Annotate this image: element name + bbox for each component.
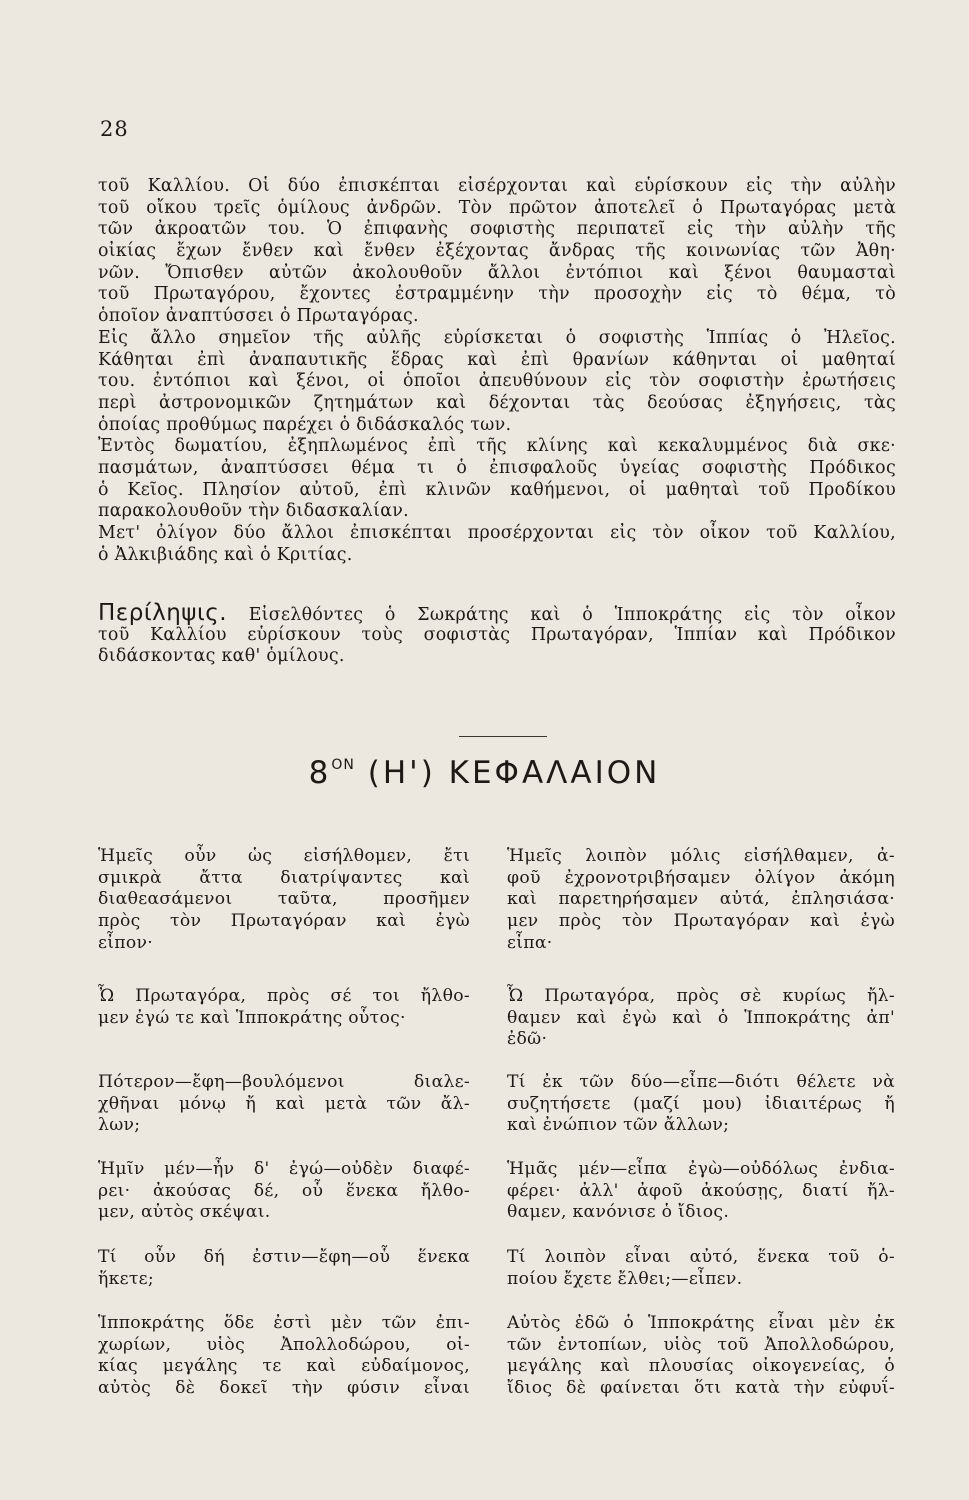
text-line: ρει· ἀκούσας δέ, οὗ ἕνεκα ἤλθο-: [98, 1180, 470, 1201]
text-line: Ἐντὸς δωματίου, ἐξηπλωμένος ἐπὶ τῆς κλίνης καὶ κεκαλυμμένος διὰ σκε·: [98, 436, 896, 457]
text-line: Ὦ Πρωταγόρα, πρὸς σὲ κυρίως ἤλ-: [507, 986, 895, 1006]
translation-paragraph: [507, 1159, 895, 1224]
page-number: 28: [100, 117, 129, 141]
text-line: Τί λοιπὸν εἶναι αὐτό, ἕνεκα τοῦ ὁ-: [507, 1247, 895, 1267]
text-line: πρὸς τὸν Πρωταγόραν καὶ ἐγὼ: [98, 911, 470, 932]
text-line: Ἡμεῖς λοιπὸν μόλις εἰσήλθαμεν, ἀ-: [507, 846, 895, 866]
text-line: μεγάλης καὶ πλουσίας οἰκογενείας, ὁ: [507, 1356, 895, 1377]
text-line: διδάσκοντας καθ' ὁμίλους.: [98, 646, 345, 667]
original-paragraph: [98, 1313, 470, 1400]
text-line: Ἡμᾶς μέν—εἶπα ἐγὼ—οὐδόλως ἐνδια-: [507, 1159, 895, 1179]
original-paragraph: [98, 846, 470, 954]
original-paragraph: [98, 1159, 470, 1224]
original-paragraph: [98, 1072, 470, 1137]
chapter-ordinal-suffix: ΟΝ: [331, 757, 355, 773]
chapter-heading: [0, 755, 969, 791]
summary-heading: Περίληψις.: [98, 600, 228, 626]
translation-paragraph: [507, 1072, 895, 1137]
text-line: του. ἐντόπιοι καὶ ξένοι, οἱ ὁποῖοι ἀπευθύνουν εἰς τὸν σοφιστὴν ἐρωτήσεις: [98, 371, 896, 392]
text-line: μεν, αὐτὸς σκέψαι.: [98, 1202, 271, 1223]
original-paragraph: [98, 1247, 470, 1290]
text-line: νῶν. Ὄπισθεν αὐτῶν ἀκολουθοῦν ἄλλοι ἐντόπιοι καὶ ξένοι θαυμασταὶ: [98, 262, 896, 283]
summary-block: [98, 600, 897, 668]
text-line: καὶ ἐνώπιον τῶν ἄλλων;: [507, 1115, 730, 1136]
text-line: μεν πρὸς τὸν Πρωταγόραν καὶ ἐγὼ: [507, 911, 895, 932]
text-line: εἶπον·: [98, 932, 153, 953]
text-line: τῶν ἀκροατῶν του. Ὁ ἐπιφανὴς σοφιστὴς περιπατεῖ εἰς τὴν αὐλὴν τῆς: [98, 219, 896, 240]
intro-text: [98, 176, 896, 566]
text-line: Τί ἐκ τῶν δύο—εἶπε—διότι θέλετε νὰ: [507, 1072, 895, 1092]
text-line: Τί οὖν δή ἐστιν—ἔφη—οὗ ἕνεκα: [98, 1247, 470, 1267]
text-line: Εἰς ἄλλο σημεῖον τῆς αὐλῆς εὑρίσκεται ὁ σοφιστὴς Ἱππίας ὁ Ἠλεῖος.: [98, 327, 896, 348]
text-line: φοῦ ἐχρονοτριβήσαμεν ὀλίγον ἀκόμη: [507, 867, 895, 888]
text-line: ὁ Ἀλκιβιάδης καὶ ὁ Κριτίας.: [98, 544, 353, 565]
text-line: ἴδιος δὲ φαίνεται ὅτι κατὰ τὴν εὐφυΐ-: [507, 1378, 895, 1399]
text-line: εἶπα·: [507, 932, 553, 953]
text-line: Ἱπποκράτης ὅδε ἐστὶ μὲν τῶν ἐπι-: [98, 1313, 470, 1333]
text-line: ἐδῶ·: [507, 1029, 548, 1050]
text-line: ὁποῖον ἀναπτύσσει ὁ Πρωταγόρας.: [98, 306, 419, 327]
text-line: Ὦ Πρωταγόρα, πρὸς σέ τοι ἤλθο-: [98, 986, 470, 1006]
text-line: θαμεν, κανόνισε ὁ ἴδιος.: [507, 1202, 730, 1223]
text-line: Πότερον—ἔφη—βουλόμενοι διαλε-: [98, 1072, 470, 1092]
text-line: διαθεασάμενοι ταῦτα, προσῆμεν: [98, 889, 470, 910]
text-line: ὁποίας προθύμως παρέχει ὁ διδάσκαλός των.: [98, 414, 512, 435]
text-line: λων;: [98, 1115, 141, 1136]
text-line: πασμάτων, ἀναπτύσσει θέμα τι ὁ ἐπισφαλοῦς ὑγείας σοφιστὴς Πρόδικος: [98, 457, 896, 478]
text-line: χθῆναι μόνῳ ἤ καὶ μετὰ τῶν ἄλ-: [98, 1093, 470, 1114]
text-line: τοῦ Καλλίου εὑρίσκουν τοὺς σοφιστὰς Πρωταγόραν, Ἱππίαν καὶ Πρόδικον: [98, 624, 896, 645]
summary-first-line: [98, 600, 897, 626]
translation-paragraph: [507, 846, 895, 954]
original-paragraph: [98, 986, 470, 1029]
text-line: ὁ Κεῖος. Πλησίον αὐτοῦ, ἐπὶ κλινῶν καθήμενοι, οἱ μαθηταὶ τοῦ Προδίκου: [98, 479, 896, 500]
text-line: οἰκίας ἔχων ἔνθεν καὶ ἔνθεν ἐξέχοντας ἄνδρας τῆς κοινωνίας τῶν Ἀθη·: [98, 241, 896, 262]
text-line: Ἡμῖν μέν—ἦν δ' ἐγώ—οὐδὲν διαφέ-: [98, 1159, 470, 1179]
chapter-ordinal: 8: [308, 755, 332, 791]
text-line: ἥκετε;: [98, 1268, 154, 1289]
text-line: κίας μεγάλης τε καὶ εὐδαίμονος,: [98, 1356, 470, 1377]
text-line: σμικρὰ ἄττα διατρίψαντες καὶ: [98, 867, 470, 888]
text-line: συζητήσετε (μαζί μου) ἰδιαιτέρως ἤ: [507, 1093, 895, 1114]
text-line: Ἡμεῖς οὖν ὡς εἰσήλθομεν, ἔτι: [98, 846, 470, 866]
translation-paragraph: [507, 986, 895, 1051]
text-line: φέρει· ἀλλ' ἀφοῦ ἀκούσῃς, διατί ἤλ-: [507, 1180, 895, 1201]
text-line: τοῦ Καλλίου. Οἱ δύο ἐπισκέπται εἰσέρχονται καὶ εὑρίσκουν εἰς τὴν αὐλὴν: [98, 176, 896, 196]
text-line: τοῦ Πρωταγόρου, ἔχοντες ἐστραμμένην τὴν προσοχὴν εἰς τὸ θέμα, τὸ: [98, 284, 896, 305]
text-line: καὶ παρετηρήσαμεν αὐτά, ἐπλησιάσα·: [507, 889, 895, 910]
text-line: Κάθηται ἐπὶ ἀναπαυτικῆς ἕδρας καὶ ἐπὶ θρανίων κάθηνται οἱ μαθηταί: [98, 349, 896, 370]
text-line: τῶν ἐντοπίων, υἱὸς τοῦ Ἀπολλοδώρου,: [507, 1334, 895, 1355]
text-line: μεν ἐγώ τε καὶ Ἱπποκράτης οὗτος·: [98, 1007, 406, 1028]
chapter-title: (Η') ΚΕΦΑΛΑΙΟΝ: [367, 755, 661, 791]
text-line: θαμεν καὶ ἐγὼ καὶ ὁ Ἱπποκράτης ἀπ': [507, 1007, 895, 1028]
text-line: περὶ ἀστρονομικῶν ζητημάτων καὶ δέχονται τὰς δεούσας ἐξηγήσεις, τὰς: [98, 392, 896, 413]
text-line: χωρίων, υἱὸς Ἀπολλοδώρου, οἰ-: [98, 1334, 470, 1355]
text-line: τοῦ οἴκου τρεῖς ὁμίλους ἀνδρῶν. Τὸν πρῶτον ἀποτελεῖ ὁ Πρωταγόρας μετὰ: [98, 197, 896, 218]
translation-paragraph: [507, 1247, 895, 1290]
text-line: παρακολουθοῦν τὴν διδασκαλίαν.: [98, 501, 409, 522]
text-line: Αὐτὸς ἐδῶ ὁ Ἱπποκράτης εἶναι μὲν ἐκ: [507, 1313, 895, 1333]
section-divider: [459, 736, 547, 737]
text-line: ποίου ἔχετε ἔλθει;—εἶπεν.: [507, 1268, 743, 1289]
summary-first-text: Εἰσελθόντες ὁ Σωκράτης καὶ ὁ Ἱπποκράτης εἰς τὸν οἶκον: [248, 605, 897, 625]
text-line: αὐτὸς δὲ δοκεῖ τὴν φύσιν εἶναι: [98, 1378, 470, 1399]
text-line: Μετ' ὀλίγον δύο ἄλλοι ἐπισκέπται προσέρχονται εἰς τὸν οἶκον τοῦ Καλλίου,: [98, 523, 896, 543]
translation-paragraph: [507, 1313, 895, 1400]
